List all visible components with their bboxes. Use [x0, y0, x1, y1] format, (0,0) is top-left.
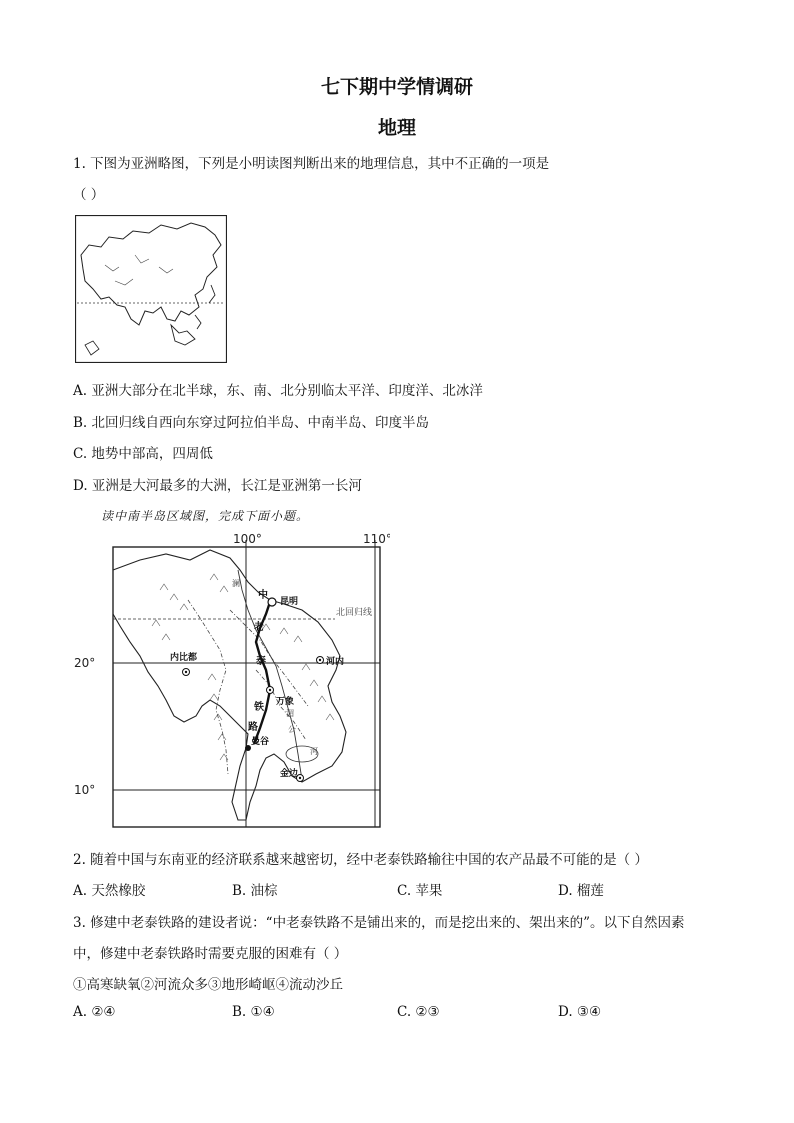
railway-char-tie: 铁 — [254, 702, 264, 713]
q3-option-c: C. ②③ — [397, 1004, 440, 1020]
railway-char-zhong: 中 — [258, 590, 268, 601]
q2-option-a: A. 天然橡胶 — [73, 883, 146, 899]
river-char-mei: 湄 — [286, 709, 294, 718]
q2-stem: 2. 随着中国与东南亚的经济联系越来越密切，经中老泰铁路输往中国的农产品最不可能的是（ ） — [73, 852, 648, 868]
q2-option-b: B. 油棕 — [232, 883, 278, 899]
city-kunming: 昆明 — [280, 597, 299, 607]
q1-option-d: D. 亚洲是大河最多的大洲，长江是亚洲第一长河 — [73, 478, 362, 494]
river-char-lan: 澜 — [232, 579, 240, 588]
q3-option-b: B. ①④ — [232, 1004, 275, 1020]
railway-char-lao: 老 — [254, 622, 264, 633]
railway-char-tai: 泰 — [256, 656, 266, 667]
q3-option-d: D. ③④ — [558, 1004, 602, 1020]
city-vientiane: 万象 — [276, 697, 295, 707]
city-bangkok: 曼谷 — [251, 737, 270, 747]
q1-answer-paren: （ ） — [73, 187, 105, 203]
q2-option-c: C. 苹果 — [397, 883, 443, 899]
q1-option-a: A. 亚洲大部分在北半球，东、南、北分别临太平洋、印度洋、北冰洋 — [73, 383, 483, 399]
q2-option-d: D. 榴莲 — [558, 883, 604, 899]
lon-label-100: 100° — [233, 532, 262, 546]
city-phnompenh: 金边 — [280, 769, 299, 779]
q3-factors: ①高寒缺氧②河流众多③地形崎岖④流动沙丘 — [73, 977, 343, 993]
q1-option-c: C. 地势中部高，四周低 — [73, 446, 213, 462]
q3-stem-line1: 3. 修建中老泰铁路的建设者说：“中老泰铁路不是铺出来的，而是挖出来的、架出来的”。以下自然因素 — [73, 915, 685, 931]
city-naypyidaw: 内比都 — [170, 653, 198, 663]
lon-label-110: 110° — [363, 532, 390, 546]
section-intro: 读中南半岛区域图，完成下面小题。 — [101, 509, 310, 523]
subject-title: 地理 — [377, 117, 416, 139]
railway-char-lu: 路 — [248, 722, 258, 733]
q3-option-a: A. ②④ — [73, 1004, 116, 1020]
city-hanoi: 河内 — [326, 657, 345, 667]
asia-map — [75, 215, 227, 367]
q1-option-b: B. 北回归线自西向东穿过阿拉伯半岛、中南半岛、印度半岛 — [73, 415, 430, 431]
q3-stem-line2: 中，修建中老泰铁路时需要克服的困难有（ ） — [73, 946, 348, 962]
indochina-map — [70, 530, 390, 834]
q1-stem: 1. 下图为亚洲略图，下列是小明读图判断出来的地理信息，其中不正确的一项是 — [73, 156, 550, 172]
lat-label-20: 20° — [74, 656, 96, 670]
page-title: 七下期中学情调研 — [320, 76, 473, 98]
river-char-gong: 公 — [288, 725, 296, 734]
river-char-he: 河 — [310, 747, 318, 756]
tropic-label: 北回归线 — [336, 608, 373, 618]
lat-label-10: 10° — [74, 783, 96, 797]
